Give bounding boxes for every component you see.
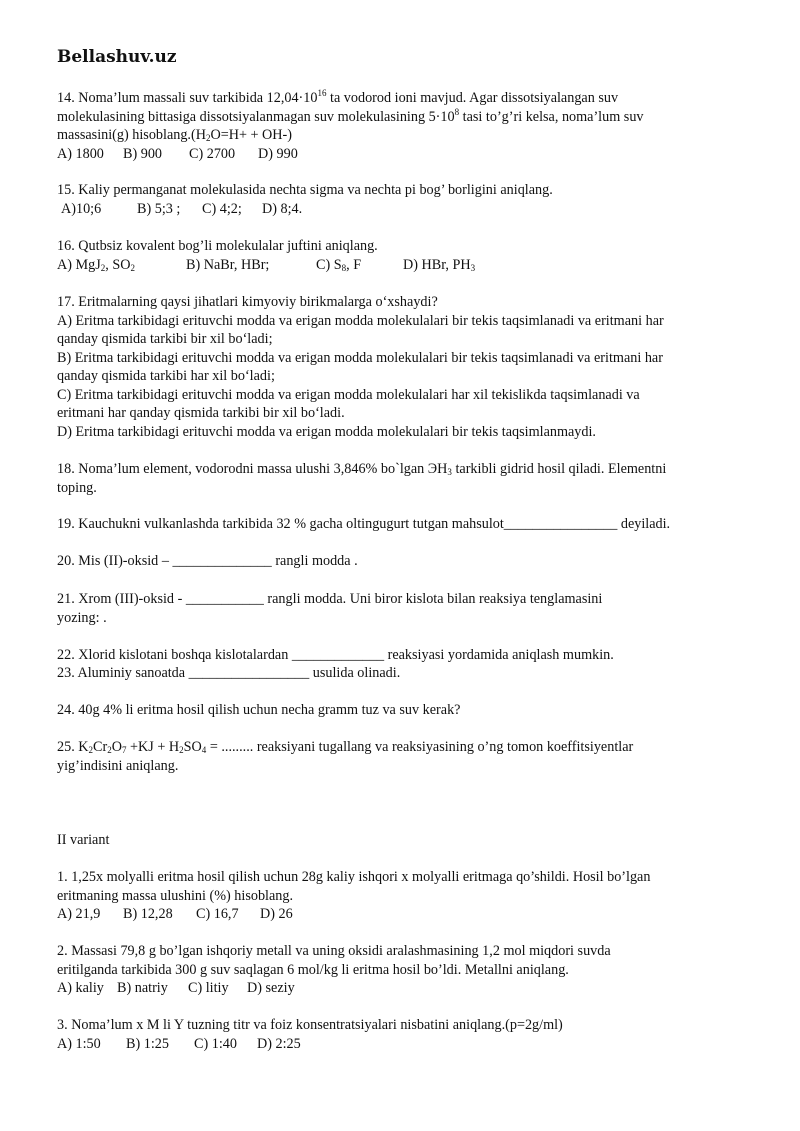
option-c: C) 16,7 <box>196 906 239 922</box>
option-c-line-2: eritmani har qanday qismida tarkibi bir xil bo‘ladi. <box>57 405 345 421</box>
variant-title: II variant <box>57 832 110 848</box>
option-d: D) 26 <box>260 906 293 922</box>
option-b: B) NaBr, HBr; <box>186 256 270 273</box>
question-23-line-1: 23. Aluminiy sanoatda _________________ usulida olinadi. <box>57 665 401 681</box>
question-16-line-1: 16. Qutbsiz kovalent bog’li molekulalar juftini aniqlang. <box>57 238 378 254</box>
option-d-line-1: D) Eritma tarkibidagi erituvchi modda va erigan modda molekulalari bir tekis taqsimlanmaydi. <box>57 423 596 440</box>
question-25-line-1: 25. $K_2Cr_2O_7 +KJ + H_2SO_4$ = ......... reaksiyani tugallang va reaksiyasining o’ng tomon koeffitsiyentlar <box>57 739 634 755</box>
site-brand: Bellashuv.uz <box>57 47 177 67</box>
option-c: C) $S_8$, F <box>316 256 362 273</box>
option-d: D) seziy <box>247 980 295 996</box>
question-19-line-1: 19. Kauchukni vulkanlashda tarkibida 32 % gacha oltingugurt tutgan mahsulot________________ deyiladi. <box>57 516 671 532</box>
answer-options <box>57 1035 757 1054</box>
option-a: A) 1:50 <box>57 1035 101 1052</box>
variant2-question-2-line-2: eritilganda tarkibida 300 g suv saqlagan 6 mol/kg li eritma hosil bo’ldi. Metallni aniqlang. <box>57 961 569 978</box>
option-c: C) litiy <box>188 980 229 996</box>
question-18-line-2: toping. <box>57 479 97 496</box>
question-21-line-2: yozing: . <box>57 609 107 626</box>
option-b: B) natriy <box>117 980 168 996</box>
answer-options <box>57 905 757 924</box>
question-17-line-1: 17. Eritmalarning qaysi jihatlari kimyoviy birikmalarga o‘xshaydi? <box>57 294 438 310</box>
question-22-line-1: 22. Xlorid kislotani boshqa kislotalardan _____________ reaksiyasi yordamida aniqlash mumkin. <box>57 647 614 663</box>
option-d: D) HBr, $PH_3$ <box>403 256 476 273</box>
question-16 <box>57 237 757 274</box>
variant2-question-2-line-1: 2. Massasi 79,8 g bo’lgan ishqoriy metall va uning oksidi aralashmasining 1,2 mol miqdori suvda <box>57 943 611 959</box>
question-21-line-1: 21. Xrom (III)-oksid - ___________ rangli modda. Uni biror kislota bilan reaksiya tenglamasini <box>57 591 603 607</box>
option-d: D) 8;4. <box>262 200 303 217</box>
question-15 <box>57 181 757 218</box>
option-b-line-2: qanday qismida tarkibi har xil bo‘ladi; <box>57 368 275 384</box>
option-a: A) MgJ$_2$, $SO_2$ <box>57 256 135 273</box>
question-18-line-1: 18. Noma’lum element, vodorodni massa ulushi 3,846% bo`lgan $ЭH_3$ tarkibli gidrid hosil qiladi. Elementni <box>57 461 667 477</box>
question-21 <box>57 590 757 627</box>
question-20 <box>57 552 757 571</box>
option-c-line-1: C) Eritma tarkibidagi erituvchi modda va erigan modda molekulalari har xil tekislikda taqsimlanadi va <box>57 386 640 403</box>
question-14-line-3: massasini(g) $hisoblang.(H_2O=H+ + OH-)$ <box>57 127 292 143</box>
option-c: C) 4;2; <box>202 200 242 217</box>
question-24 <box>57 701 757 720</box>
answer-options <box>57 979 757 998</box>
variant2-question-1-line-1: 1. 1,25x molyalli eritma hosil qilish uchun 28g kaliy ishqori x molyalli eritmaga qo’shildi. Hosil bo’lgan <box>57 869 651 885</box>
variant2-question-1-line-2: eritmaning massa ulushini (%) hisoblang. <box>57 887 294 904</box>
option-a-line-2: qanday qismida tarkibi bir xil bo‘ladi; <box>57 331 273 347</box>
option-d: D) 990 <box>258 145 298 162</box>
answer-options <box>57 256 757 275</box>
option-b: B) 12,28 <box>123 906 173 922</box>
question-24-line-1: 24. 40g 4% li eritma hosil qilish uchun necha gramm tuz va suv kerak? <box>57 702 461 718</box>
variant-heading <box>57 831 757 850</box>
question-23 <box>57 664 757 683</box>
option-c: C) 2700 <box>189 145 236 162</box>
variant2-question-3-line-1: 3. Noma’lum x M li Y tuzning titr va foiz konsentratsiyalari nisbatini aniqlang.(p=2g/ml) <box>57 1017 563 1033</box>
question-25 <box>57 738 757 775</box>
option-d: D) 2:25 <box>257 1035 301 1052</box>
option-a-line-1: A) Eritma tarkibidagi erituvchi modda va erigan modda molekulalari bir tekis taqsimlanadi va eritmani har <box>57 312 664 329</box>
option-b: B) 5;3 ; <box>137 200 181 217</box>
option-a: A)10;6 <box>61 200 102 217</box>
option-c: C) 1:40 <box>194 1035 237 1052</box>
answer-options <box>57 145 757 164</box>
question-20-line-1: 20. Mis (II)-oksid – ______________ rangli modda . <box>57 553 358 569</box>
question-22 <box>57 646 757 665</box>
option-a: A) 21,9 <box>57 906 101 922</box>
question-17 <box>57 293 757 441</box>
option-b: B) 1:25 <box>126 1035 169 1052</box>
question-14-line-2: molekulasining bittasiga dissotsiyalanmagan suv molekulasining $5\cdot 10^8$ tasi to’g’ri kelsa, noma’lum suv <box>57 106 644 125</box>
option-a: A) kaliy <box>57 980 104 996</box>
question-25-line-2: yig’indisini aniqlang. <box>57 757 179 774</box>
variant2-question-2 <box>57 942 757 998</box>
variant2-question-1 <box>57 868 757 924</box>
question-18 <box>57 460 757 497</box>
question-14 <box>57 89 757 163</box>
question-15-line-1: 15. Kaliy permanganat molekulasida nechta sigma va nechta pi bog’ borligini aniqlang. <box>57 182 553 198</box>
option-b-line-1: B) Eritma tarkibidagi erituvchi modda va erigan modda molekulalari bir tekis taqsimlanadi va eritmani har <box>57 349 663 366</box>
answer-options <box>57 200 757 219</box>
option-a: A) 1800 <box>57 145 104 162</box>
variant2-question-3 <box>57 1016 757 1053</box>
question-19 <box>57 515 757 534</box>
question-14-line-1: 14. Noma’lum massali suv tarkibida $12,04\cdot 10^{16}$ ta vodorod ioni mavjud. Agar dissotsiyalangan suv <box>57 88 619 106</box>
option-b: B) 900 <box>123 145 163 162</box>
